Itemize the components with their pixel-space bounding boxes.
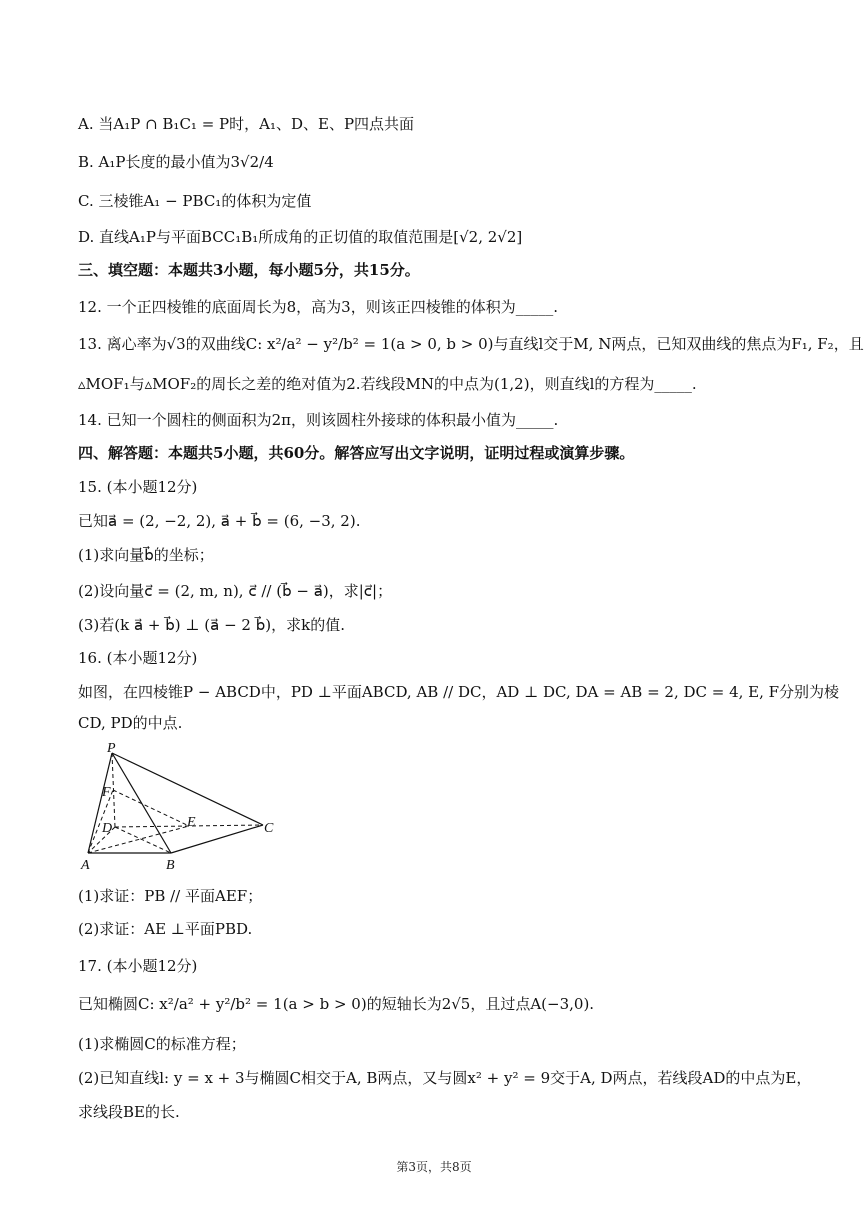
question-17-part-2-line-1: (2)已知直线l: y = x + 3与椭圆C相交于A, B两点，又与圆x² + y² = 9交于A, D两点，若线段AD的中点为E， — [78, 1069, 812, 1087]
edge-fe — [113, 790, 189, 826]
question-17-part-2-line-2: 求线段BE的长. — [78, 1103, 180, 1121]
question-17-header: 17. (本小题12分) — [78, 957, 198, 975]
label-c: C — [264, 821, 274, 836]
label-f: F — [102, 785, 111, 800]
line-option-c: C. 三棱锥A₁ − PBC₁的体积为定值 — [78, 192, 312, 210]
question-16-stem-line-1: 如图，在四棱锥P − ABCD中，PD ⊥平面ABCD, AB // DC，AD ⊥ DC, DA = AB = 2, DC = 4, E, F分别为棱 — [78, 683, 840, 701]
question-17-part-1: (1)求椭圆C的标准方程； — [78, 1035, 246, 1053]
edge-db — [115, 827, 171, 853]
line-option-a: A. 当A₁P ∩ B₁C₁ = P时，A₁、D、E、P四点共面 — [78, 115, 415, 133]
label-b: B — [166, 858, 175, 873]
question-15-part-1: (1)求向量b⃗的坐标； — [78, 546, 214, 564]
question-15-given: 已知a⃗ = (2, −2, 2), a⃗ + b⃗ = (6, −3, 2). — [78, 512, 361, 530]
pyramid-figure — [78, 740, 288, 875]
line-option-d: D. 直线A₁P与平面BCC₁B₁所成角的正切值的取值范围是[√2, 2√2] — [78, 228, 523, 246]
label-a: A — [81, 858, 90, 873]
section-heading-fill-in: 三、填空题：本题共3小题，每小题5分，共15分。 — [78, 261, 420, 279]
question-15-header: 15. (本小题12分) — [78, 478, 198, 496]
line-option-b: B. A₁P长度的最小值为3√2/4 — [78, 153, 274, 171]
question-12: 12. 一个正四棱锥的底面周长为8，高为3，则该正四棱锥的体积为_____. — [78, 298, 558, 316]
question-15-part-3: (3)若(k a⃗ + b⃗) ⊥ (a⃗ − 2 b⃗)，求k的值. — [78, 616, 345, 634]
question-13-line-2: ▵MOF₁与▵MOF₂的周长之差的绝对值为2.若线段MN的中点为(1,2)，则直线l的方程为_____. — [78, 375, 697, 393]
question-17-given: 已知椭圆C: x²/a² + y²/b² = 1(a > b > 0)的短轴长为2√5，且过点A(−3,0). — [78, 995, 595, 1013]
page-footer: 第3页，共8页 — [396, 1160, 472, 1174]
question-15-part-2: (2)设向量c⃗ = (2, m, n), c⃗ // (b⃗ − a⃗)，求|c⃗|； — [78, 582, 393, 600]
edge-pa — [88, 753, 112, 853]
question-13-line-1: 13. 离心率为√3的双曲线C: x²/a² − y²/b² = 1(a > 0, b > 0)与直线l交于M, N两点，已知双曲线的焦点为F₁, F₂，且 — [78, 335, 864, 353]
question-16-header: 16. (本小题12分) — [78, 649, 198, 667]
question-16-part-2: (2)求证：AE ⊥平面PBD. — [78, 920, 253, 938]
question-16-part-1: (1)求证：PB // 平面AEF； — [78, 887, 263, 905]
section-heading-answer: 四、解答题：本题共5小题，共60分。解答应写出文字说明，证明过程或演算步骤。 — [78, 444, 635, 462]
question-14: 14. 已知一个圆柱的侧面积为2π，则该圆柱外接球的体积最小值为_____. — [78, 411, 559, 429]
label-p: P — [107, 741, 116, 756]
edge-bc — [171, 825, 263, 853]
label-e: E — [187, 815, 196, 830]
label-d: D — [102, 821, 113, 836]
question-16-stem-line-2: CD, PD的中点. — [78, 714, 183, 732]
